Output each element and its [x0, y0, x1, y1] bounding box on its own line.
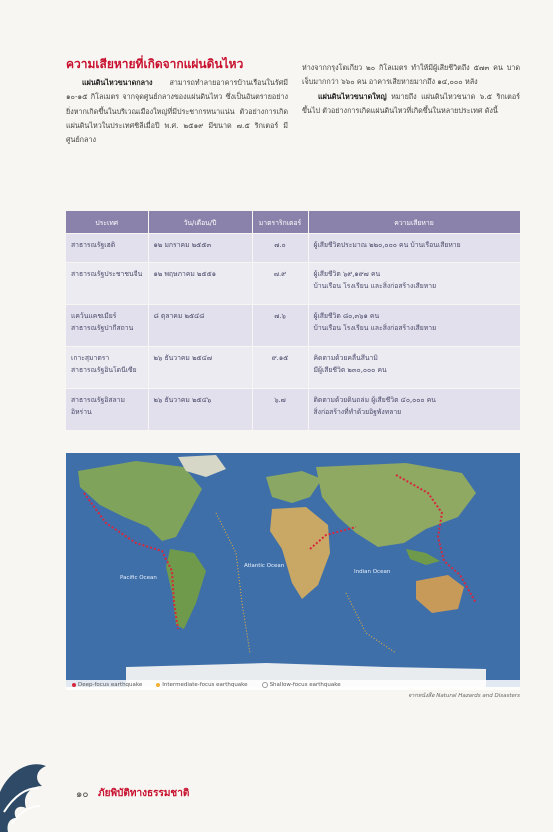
cell-magnitude: ๗.๐: [252, 234, 308, 263]
wave-decoration-icon: [0, 752, 62, 832]
shallow-dot-icon: [262, 682, 268, 688]
header-damage: ความเสียหาย: [308, 211, 520, 234]
cell-magnitude: ๗.๖: [252, 305, 308, 347]
header-country: ประเทศ: [66, 211, 148, 234]
paragraph-large-earthquake: [302, 90, 520, 119]
page-number: ๑๐: [76, 789, 89, 800]
cell-magnitude: ๗.๙: [252, 263, 308, 305]
table-row: [66, 234, 520, 263]
cell-damage: คิดตามด้วยคลื่นสึนามิ มีผู้เสียชีวิต ๒๓๐,๐๐๐ คน: [308, 347, 520, 389]
map-legend: [66, 680, 520, 690]
cell-magnitude: ๖.๗: [252, 389, 308, 431]
cell-date: ๒๖ ธันวาคม ๒๕๔๗: [148, 347, 252, 389]
paragraph-continued: ห่างจากกรุงโตเกียว ๒๐ กิโลเมตร ทำให้มีผู้เสียชีวิตถึง ๕๗๓ คน บาดเจ็บมากกว่า ๖๖๐ คน อาคารเสียหายมากถึง ๑๔,๐๐๐ หลัง: [302, 63, 520, 87]
damage-table: [66, 211, 521, 430]
header-date: วัน/เดือน/ปี: [148, 211, 252, 234]
label-pacific: Pacific Ocean: [120, 575, 157, 581]
table-row: [66, 347, 520, 389]
cell-date: ๘ ตุลาคม ๒๕๔๘: [148, 305, 252, 347]
table-row: [66, 389, 520, 431]
legend-item-intermediate: [156, 682, 247, 688]
paragraph-text: หมายถึง แผ่นดินไหวขนาด ๖.๕ ริกเตอร์ขึ้นไป ตัวอย่างการเกิดแผ่นดินไหวที่เกิดขึ้นในหลายประเทศ ดังนี้: [302, 91, 520, 115]
footer-title: ภัยพิบัติทางธรรมชาติ: [98, 788, 190, 799]
cell-damage: ติดตามด้วยดินถล่ม ผู้เสียชีวิต ๔๐,๐๐๐ คน สิ่งก่อสร้างที่ทำด้วยอิฐพังทลาย: [308, 389, 520, 431]
header-magnitude: มาตราริกเตอร์: [252, 211, 308, 234]
cell-country: สาธารณรัฐอิสลาม อิหร่าน: [66, 389, 148, 431]
paragraph-medium-earthquake: [66, 76, 288, 147]
cell-date: ๑๒ พฤษภาคม ๒๕๕๑: [148, 263, 252, 305]
world-earthquake-map: [66, 453, 520, 687]
table-header-row: [66, 211, 520, 234]
label-atlantic: Atlantic Ocean: [244, 563, 285, 569]
cell-country: เกาะสุมาตรา สาธารณรัฐอินโดนีเซีย: [66, 347, 148, 389]
cell-date: ๒๖ ธันวาคม ๒๕๔๖: [148, 389, 252, 431]
table-row: [66, 263, 520, 305]
legend-label: Intermediate-focus earthquake: [162, 682, 248, 688]
paragraph-text: สามารถทำลายอาคารบ้านเรือนในรัศมี ๑๐-๑๕ กิโลเมตร จากจุดศูนย์กลางของแผ่นดินไหว ซึ่งเป็นอันตรายอย่างยิ่งหากเกิดขึ้นในบริเวณเมืองใหญ่ที่มีประชากรหนาแน่น ตัวอย่างการเกิดแผ่นดินไหวในประเทศชิลีเมื่อปี พ.ศ. ๒๕๑๙ มีขนาด ๗.๕ ริกเตอร์ มีศูนย์กลาง: [66, 78, 288, 145]
legend-label: Deep-focus earthquake: [78, 682, 143, 688]
lead-term: แผ่นดินไหวขนาดกลาง: [82, 78, 153, 87]
intermediate-dot-icon: [156, 683, 160, 687]
cell-magnitude: ๙.๑๕: [252, 347, 308, 389]
legend-item-shallow: [262, 682, 341, 688]
paragraph-column-right: [302, 61, 520, 118]
label-indian: Indian Ocean: [354, 569, 391, 575]
cell-damage: ผู้เสียชีวิต ๖๙,๑๙๗ คน บ้านเรือน โรงเรียน และสิ่งก่อสร้างเสียหาย: [308, 263, 520, 305]
legend-label: Shallow-focus earthquake: [269, 682, 341, 688]
section-heading: ความเสียหายที่เกิดจากแผ่นดินไหว: [66, 57, 244, 71]
cell-country: แคว้นแคชเมียร์ สาธารณรัฐปากีสถาน: [66, 305, 148, 347]
cell-damage: ผู้เสียชีวิตประมาณ ๒๒๐,๐๐๐ คน บ้านเรือนเสียหาย: [308, 234, 520, 263]
map-source: จากหนังสือ Natural Hazards and Disasters: [408, 693, 520, 699]
cell-damage: ผู้เสียชีวิต ๘๐,๓๖๑ คน บ้านเรือน โรงเรียน และสิ่งก่อสร้างเสียหาย: [308, 305, 520, 347]
deep-dot-icon: [72, 683, 76, 687]
cell-country: สาธารณรัฐเฮติ: [66, 234, 148, 263]
table-row: [66, 305, 520, 347]
cell-country: สาธารณรัฐประชาชนจีน: [66, 263, 148, 305]
lead-term: แผ่นดินไหวขนาดใหญ่: [318, 91, 387, 101]
cell-date: ๑๒ มกราคม ๒๕๕๓: [148, 234, 252, 263]
legend-item-deep: [72, 682, 142, 688]
